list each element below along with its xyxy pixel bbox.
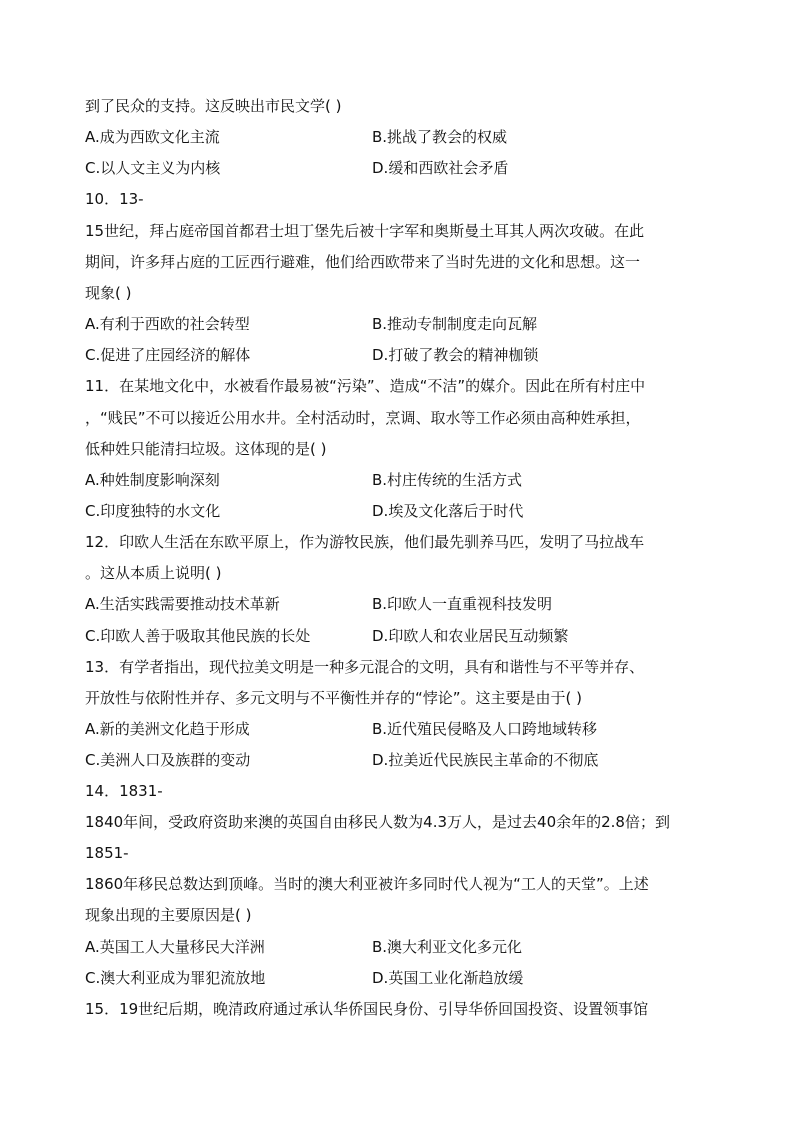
option-b: B.澳大利亚文化多元化: [372, 938, 523, 956]
option-b: B.村庄传统的生活方式: [372, 471, 523, 489]
option-d: D.拉美近代民族民主革命的不彻底: [372, 751, 599, 769]
option-d: D.埃及文化落后于时代: [372, 502, 524, 520]
question-14-text: 1851-: [85, 844, 129, 862]
question-11-text: 11．在某地文化中，水被看作最易被“污染”、造成“不洁”的媒介。因此在所有村庄中: [85, 377, 646, 395]
question-11-text: 低种姓只能清扫垃圾。这体现的是( ): [85, 440, 327, 458]
option-c: C.印欧人善于吸取其他民族的长处: [85, 627, 311, 645]
option-c: C.促进了庄园经济的解体: [85, 346, 251, 364]
option-d: D.印欧人和农业居民互动频繁: [372, 627, 569, 645]
question-10-number: 10．13-: [85, 190, 144, 208]
option-a: A.生活实践需要推动技术革新: [85, 595, 280, 613]
option-d: D.英国工业化渐趋放缓: [372, 969, 524, 987]
question-10-text: 15世纪，拜占庭帝国首都君士坦丁堡先后被十字军和奥斯曼土耳其人两次攻破。在此: [85, 222, 645, 240]
question-10-text: 期间，许多拜占庭的工匠西行避难，他们给西欧带来了当时先进的文化和思想。这一: [85, 253, 641, 271]
question-11-text: ，“贱民”不可以接近公用水井。全村活动时，烹调、取水等工作必须由高种姓承担，: [85, 409, 641, 427]
option-b: B.印欧人一直重视科技发明: [372, 595, 553, 613]
option-c: C.印度独特的水文化: [85, 502, 221, 520]
question-10-text: 现象( ): [85, 284, 132, 302]
option-c: C.以人文主义为内核: [85, 159, 221, 177]
option-d: D.缓和西欧社会矛盾: [372, 159, 509, 177]
option-c: C.美洲人口及族群的变动: [85, 751, 251, 769]
option-d: D.打破了教会的精神枷锁: [372, 346, 539, 364]
option-b: B.挑战了教会的权威: [372, 128, 508, 146]
text-line: 到了民众的支持。这反映出市民文学( ): [85, 97, 342, 115]
question-14-text: 1860年移民总数达到顶峰。当时的澳大利亚被许多同时代人视为“工人的天堂”。上述: [85, 875, 649, 893]
question-12-text: 。这从本质上说明( ): [85, 564, 222, 582]
question-14-text: 1840年间，受政府资助来澳的英国自由移民人数为4.3万人，是过去40余年的2.8倍；到: [85, 813, 670, 831]
option-c: C.澳大利亚成为罪犯流放地: [85, 969, 266, 987]
question-15-text: 15．19世纪后期，晚清政府通过承认华侨国民身份、引导华侨回国投资、设置领事馆: [85, 1000, 649, 1018]
option-a: A.成为西欧文化主流: [85, 128, 220, 146]
option-a: A.有利于西欧的社会转型: [85, 315, 250, 333]
option-a: A.新的美洲文化趋于形成: [85, 720, 250, 738]
option-a: A.英国工人大量移民大洋洲: [85, 938, 265, 956]
question-13-text: 13．有学者指出，现代拉美文明是一种多元混合的文明，具有和谐性与不平等并存、: [85, 658, 645, 676]
question-14-number: 14．1831-: [85, 782, 163, 800]
question-14-text: 现象出现的主要原因是( ): [85, 906, 252, 924]
option-b: B.近代殖民侵略及人口跨地域转移: [372, 720, 598, 738]
option-a: A.种姓制度影响深刻: [85, 471, 220, 489]
question-12-text: 12．印欧人生活在东欧平原上，作为游牧民族，他们最先驯养马匹，发明了马拉战车: [85, 533, 645, 551]
option-b: B.推动专制制度走向瓦解: [372, 315, 538, 333]
question-13-text: 开放性与依附性并存、多元文明与不平衡性并存的“悖论”。这主要是由于( ): [85, 689, 583, 707]
